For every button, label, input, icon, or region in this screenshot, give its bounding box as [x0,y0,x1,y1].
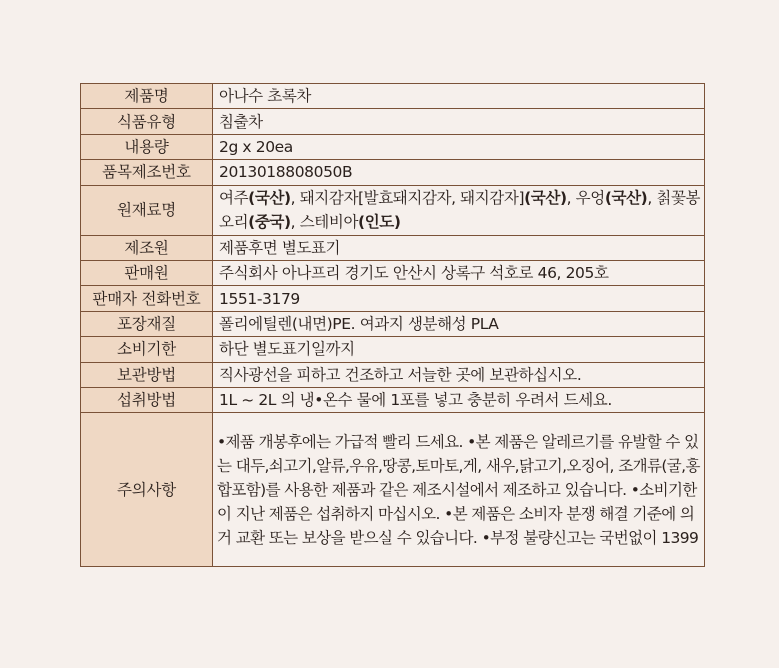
row-value: 2013018808050B [213,160,705,185]
ingredient-text: , 스테비아 [290,213,359,232]
caution-value: •제품 개봉후에는 가급적 빨리 드세요. •본 제품은 알레르기를 유발할 수 있는 대두,쇠고기,알류,우유,땅콩,토마토,게, 새우,닭고기,오징어, 조개류(굴,홍합포함)를 사용한 제품과 같은 제조시설에서 제조하고 있습니다. •소비기한이 지난 제품은 섭취하지 마십시오. •본 제품은 소비자 분쟁 해결 기준에 의거 교환 또는 보상을 받으실 수 있습니다. •부정 불량신고는 국번없이 1399 [213,413,705,567]
row-label: 주의사항 [81,413,213,567]
row-label: 내용량 [81,134,213,159]
row-value: 주식회사 아나프리 경기도 안산시 상록구 석호로 46, 205호 [213,260,705,285]
origin-label: (인도) [358,213,401,232]
table-row [81,311,705,336]
row-value: 1L ~ 2L 의 냉•온수 물에 1포를 넣고 충분히 우려서 드세요. [213,387,705,412]
row-label: 섭취방법 [81,387,213,412]
row-label: 식품유형 [81,109,213,134]
table-row [81,109,705,134]
row-label: 제조원 [81,235,213,260]
row-value: 제품후면 별도표기 [213,235,705,260]
row-value: 직사광선을 피하고 건조하고 서늘한 곳에 보관하십시오. [213,362,705,387]
row-value: 폴리에틸렌(내면)PE. 여과지 생분해성 PLA [213,311,705,336]
row-label: 포장재질 [81,311,213,336]
ingredient-text: , 돼지감자[발효돼지감자, 돼지감자] [290,189,525,208]
row-label: 원재료명 [81,185,213,235]
table-row [81,134,705,159]
row-value: 1551-3179 [213,286,705,311]
row-label: 판매자 전화번호 [81,286,213,311]
table-row [81,413,705,567]
table-row [81,387,705,412]
origin-label: (국산) [604,189,648,208]
origin-label: (국산) [248,189,291,208]
row-value: 아나수 초록차 [213,84,705,109]
row-value: 2g x 20ea [213,134,705,159]
row-value: 하단 별도표기일까지 [213,337,705,362]
table-row [81,185,705,235]
table-row [81,286,705,311]
row-label: 판매원 [81,260,213,285]
table-row [81,84,705,109]
row-label: 보관방법 [81,362,213,387]
ingredient-text: , 칡꽃봉오리 [219,189,701,232]
product-info-table [80,83,705,567]
table-row [81,362,705,387]
origin-label: (국산) [524,189,567,208]
ingredients-value [213,185,705,235]
origin-label: (중국) [248,213,291,232]
table-row [81,160,705,185]
table-row [81,260,705,285]
ingredient-text: 여주 [219,189,249,208]
row-label: 품목제조번호 [81,160,213,185]
row-label: 소비기한 [81,337,213,362]
row-label: 제품명 [81,84,213,109]
row-value: 침출차 [213,109,705,134]
table-row [81,337,705,362]
ingredient-text: , 우엉 [566,189,605,208]
table-row [81,235,705,260]
